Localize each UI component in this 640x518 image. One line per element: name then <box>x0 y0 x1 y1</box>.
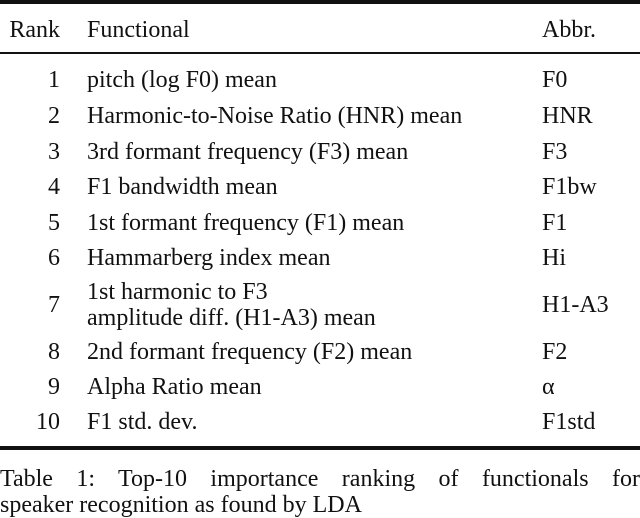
row-abbr: Hi <box>542 245 566 271</box>
row-abbr: F2 <box>542 339 568 365</box>
row-abbr: F3 <box>542 139 568 165</box>
caption-line-1: Table 1: Top-10 importance ranking of functionals for <box>0 466 640 492</box>
row-rank: 3 <box>48 139 60 165</box>
row-abbr: F1std <box>542 409 596 435</box>
row-rank: 7 <box>48 292 60 318</box>
row-rank: 6 <box>48 245 60 271</box>
row-abbr: F0 <box>542 67 568 93</box>
row-abbr: F1bw <box>542 174 597 200</box>
mid-rule <box>0 52 640 54</box>
row-functional: Harmonic-to-Noise Ratio (HNR) mean <box>87 103 463 129</box>
row-functional: 1st formant frequency (F1) mean <box>87 210 405 236</box>
row-abbr: HNR <box>542 103 593 129</box>
row-functional: F1 std. dev. <box>87 409 198 435</box>
row-rank: 2 <box>48 103 60 129</box>
header-abbr: Abbr. <box>542 17 596 43</box>
row-abbr: F1 <box>542 210 568 236</box>
row-rank: 10 <box>36 409 60 435</box>
row-functional: F1 bandwidth mean <box>87 174 278 200</box>
row-functional: 1st harmonic to F3 <box>87 279 268 305</box>
row-rank: 5 <box>48 210 60 236</box>
row-abbr: α <box>542 374 555 400</box>
bottom-rule <box>0 446 640 450</box>
row-functional: amplitude diff. (H1-A3) mean <box>87 305 376 331</box>
header-rank: Rank <box>9 17 60 43</box>
row-functional: 2nd formant frequency (F2) mean <box>87 339 413 365</box>
row-rank: 1 <box>48 67 60 93</box>
row-rank: 4 <box>48 174 60 200</box>
row-functional: Hammarberg index mean <box>87 245 331 271</box>
row-functional: Alpha Ratio mean <box>87 374 262 400</box>
header-functional: Functional <box>87 17 190 43</box>
row-rank: 8 <box>48 339 60 365</box>
table-caption <box>0 466 640 518</box>
row-functional: pitch (log F0) mean <box>87 67 277 93</box>
row-functional: 3rd formant frequency (F3) mean <box>87 139 409 165</box>
row-rank: 9 <box>48 374 60 400</box>
row-abbr: H1-A3 <box>542 292 609 318</box>
top-rule <box>0 0 640 4</box>
caption-line-2: speaker recognition as found by LDA <box>0 492 362 518</box>
